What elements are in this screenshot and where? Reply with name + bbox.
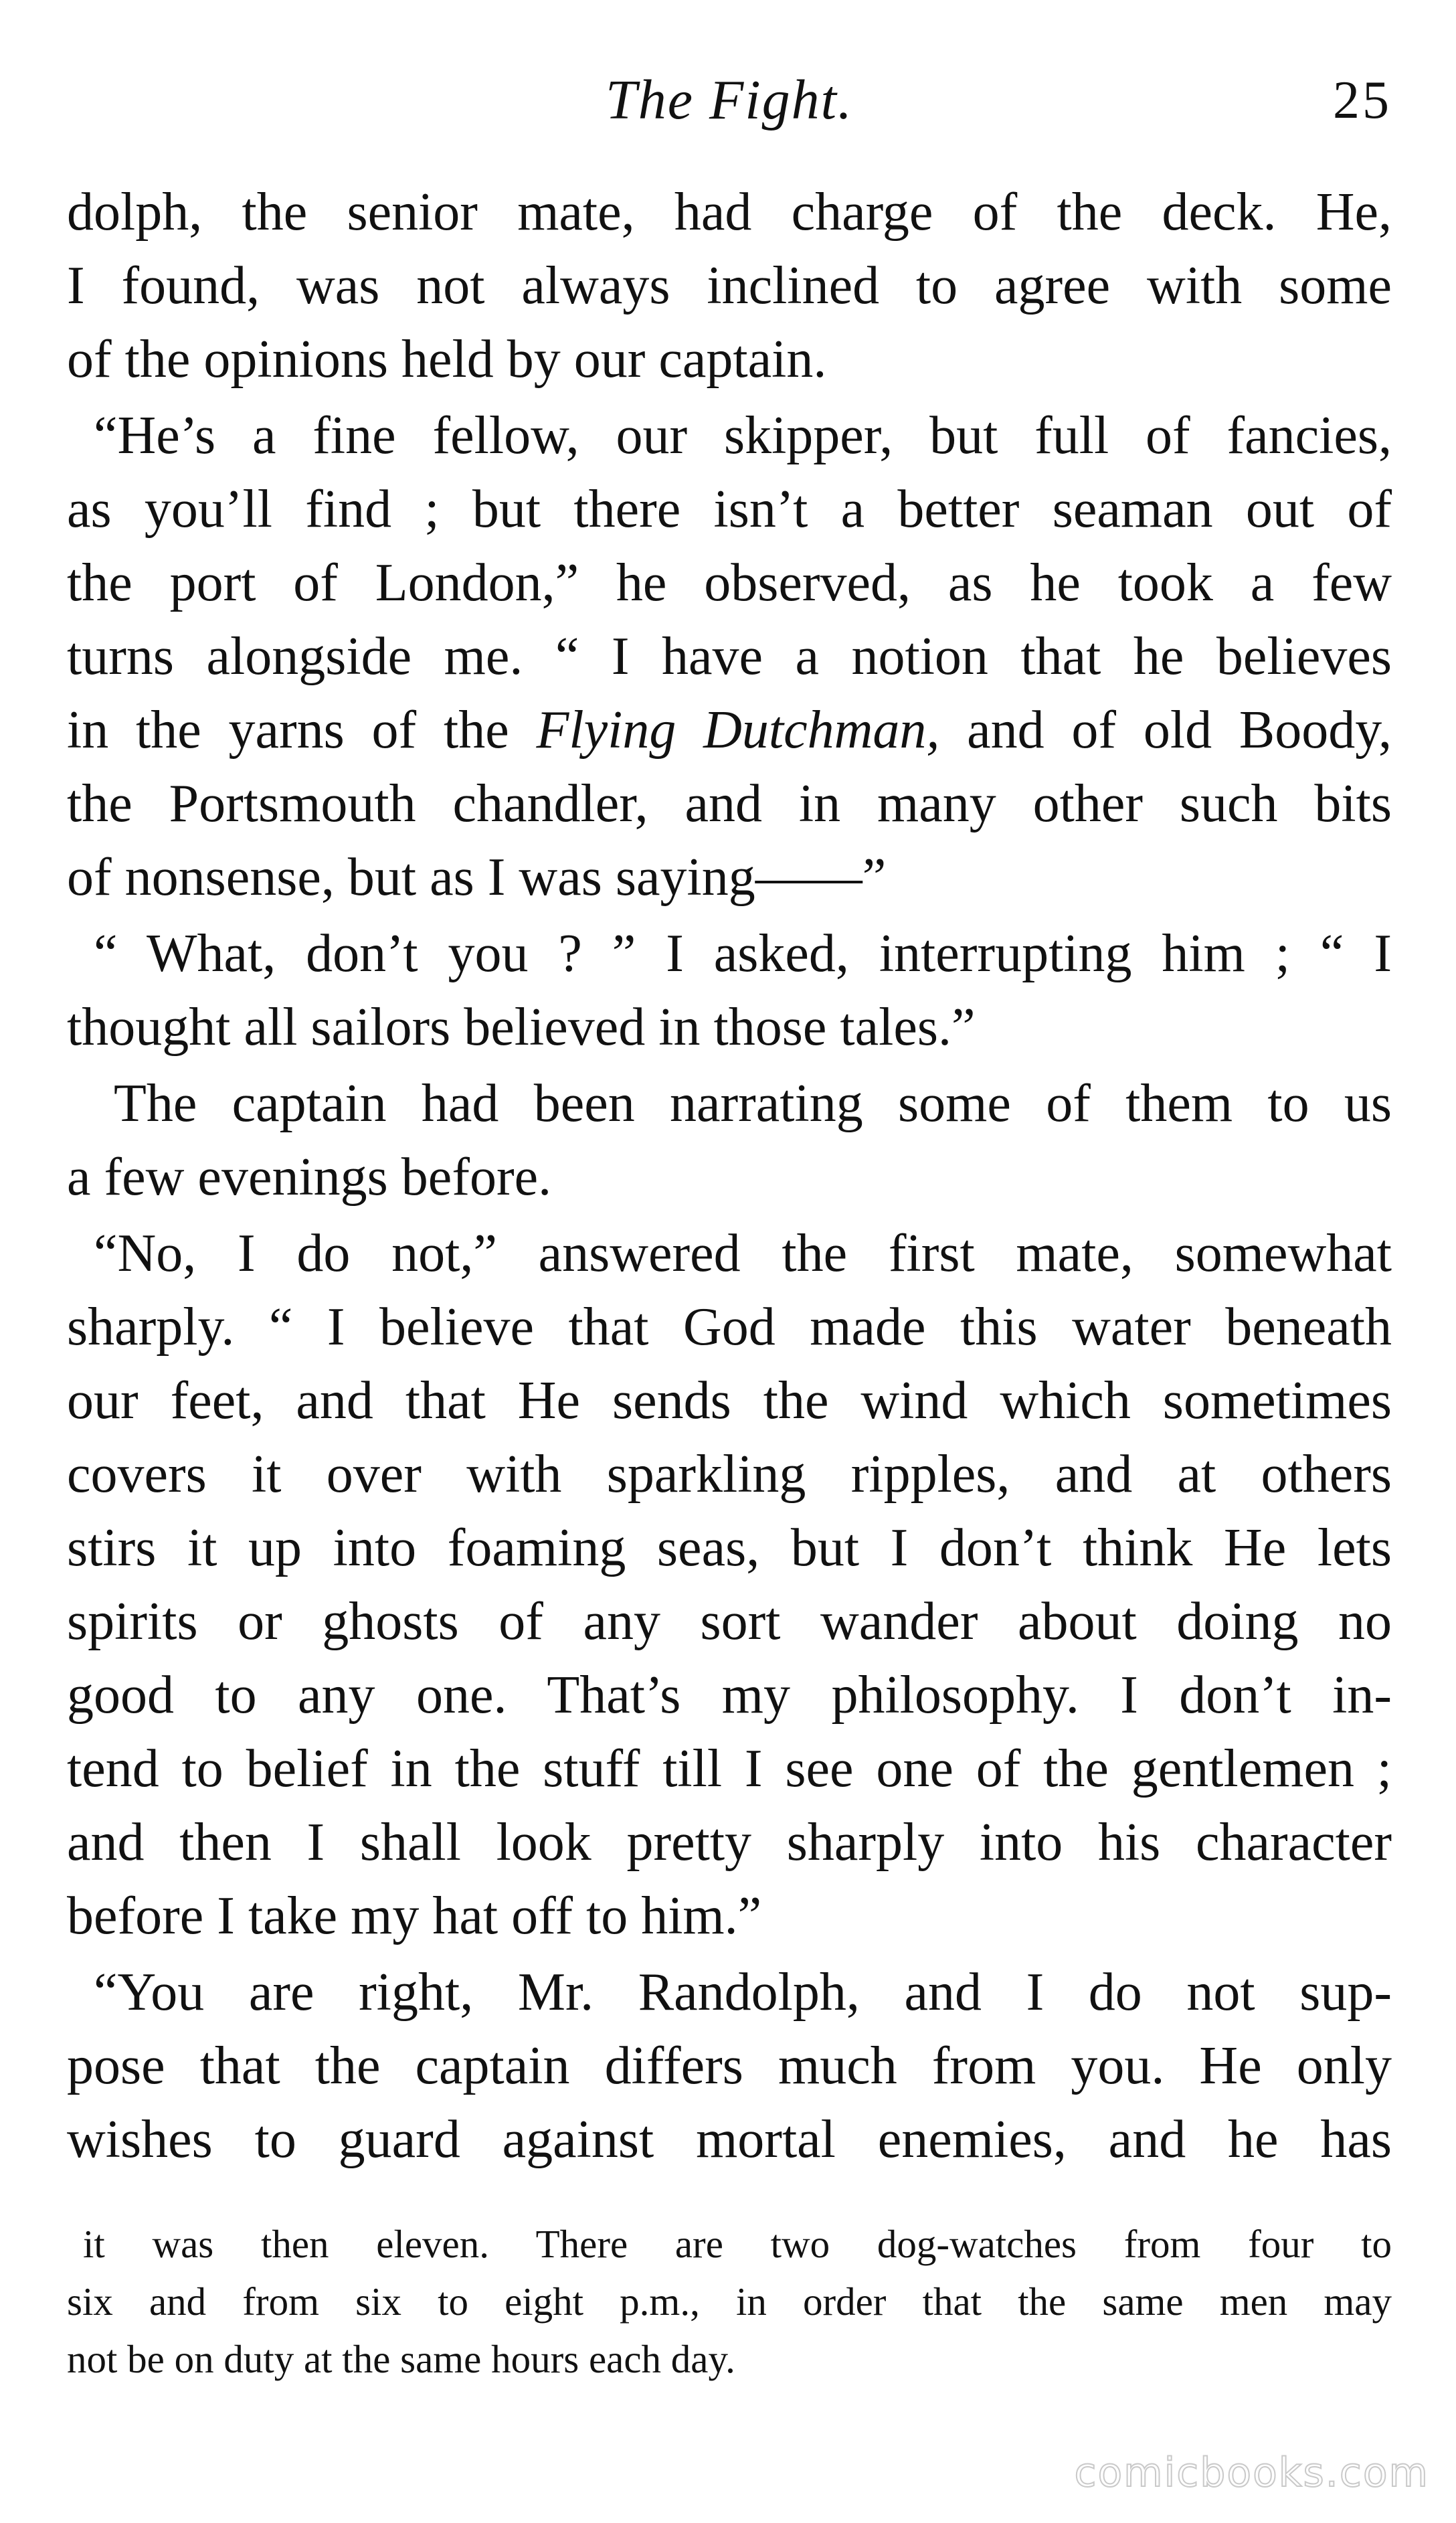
text-line: as you’ll find ; but there isn’t a better seaman out of bbox=[67, 480, 1392, 539]
text-line: I found, was not always inclined to agree with some bbox=[67, 256, 1392, 315]
running-head bbox=[67, 64, 1392, 137]
text-line bbox=[67, 693, 1392, 767]
footnote bbox=[67, 2215, 1392, 2388]
text-line: pose that the captain differs much from you. He only bbox=[67, 2036, 1392, 2095]
footnote-line: it was then eleven. There are two dog-watches from four to bbox=[83, 2222, 1392, 2266]
body-text bbox=[67, 175, 1392, 2176]
text-segment: and of old Boody, bbox=[939, 701, 1392, 760]
text-line: before I take my hat off to him.” bbox=[67, 1887, 762, 1945]
running-title: The Fight. bbox=[606, 69, 853, 131]
footnote-line: not be on duty at the same hours each day. bbox=[67, 2337, 735, 2381]
text-line: the port of London,” he observed, as he took a few bbox=[67, 553, 1392, 612]
text-line: thought all sailors believed in those tales.” bbox=[67, 998, 976, 1057]
text-line: The captain had been narrating some of them to us bbox=[114, 1074, 1392, 1133]
text-line: of the opinions held by our captain. bbox=[67, 330, 827, 389]
text-line: turns alongside me. “ I have a notion that he believes bbox=[67, 627, 1392, 686]
text-line: tend to belief in the stuff till I see one of the gentlemen ; bbox=[67, 1739, 1392, 1798]
text-segment: in the yarns of the bbox=[67, 701, 537, 760]
text-line: “He’s a fine fellow, our skipper, but full of fancies, bbox=[94, 406, 1392, 465]
text-line: our feet, and that He sends the wind which sometimes bbox=[67, 1371, 1392, 1430]
text-line: “No, I do not,” answered the first mate, somewhat bbox=[94, 1224, 1392, 1283]
text-line: spirits or ghosts of any sort wander about doing no bbox=[67, 1592, 1392, 1651]
text-line: sharply. “ I believe that God made this water beneath bbox=[67, 1298, 1392, 1357]
text-line: covers it over with sparkling ripples, and at others bbox=[67, 1445, 1392, 1504]
footnote-line: six and from six to eight p.m., in order that the same men may bbox=[67, 2279, 1392, 2324]
text-line: wishes to guard against mortal enemies, and he has bbox=[67, 2110, 1392, 2169]
text-line: a few evenings before. bbox=[67, 1148, 552, 1207]
page-number: 25 bbox=[1333, 71, 1392, 130]
text-line: and then I shall look pretty sharply into his character bbox=[67, 1813, 1392, 1872]
text-line: “ What, don’t you ? ” I asked, interrupting him ; “ I bbox=[94, 924, 1392, 983]
text-line: dolph, the senior mate, had charge of the deck. He, bbox=[67, 183, 1392, 242]
text-line: stirs it up into foaming seas, but I don’t think He lets bbox=[67, 1518, 1392, 1577]
italic-title: Flying Dutchman, bbox=[536, 701, 940, 760]
text-line: “You are right, Mr. Randolph, and I do not sup- bbox=[94, 1963, 1392, 2022]
text-line: good to any one. That’s my philosophy. I don’t in- bbox=[67, 1666, 1392, 1725]
watermark: comicbooks.com bbox=[1074, 2449, 1429, 2496]
text-line: of nonsense, but as I was saying——” bbox=[67, 848, 887, 907]
text-line: the Portsmouth chandler, and in many other such bits bbox=[67, 774, 1392, 833]
